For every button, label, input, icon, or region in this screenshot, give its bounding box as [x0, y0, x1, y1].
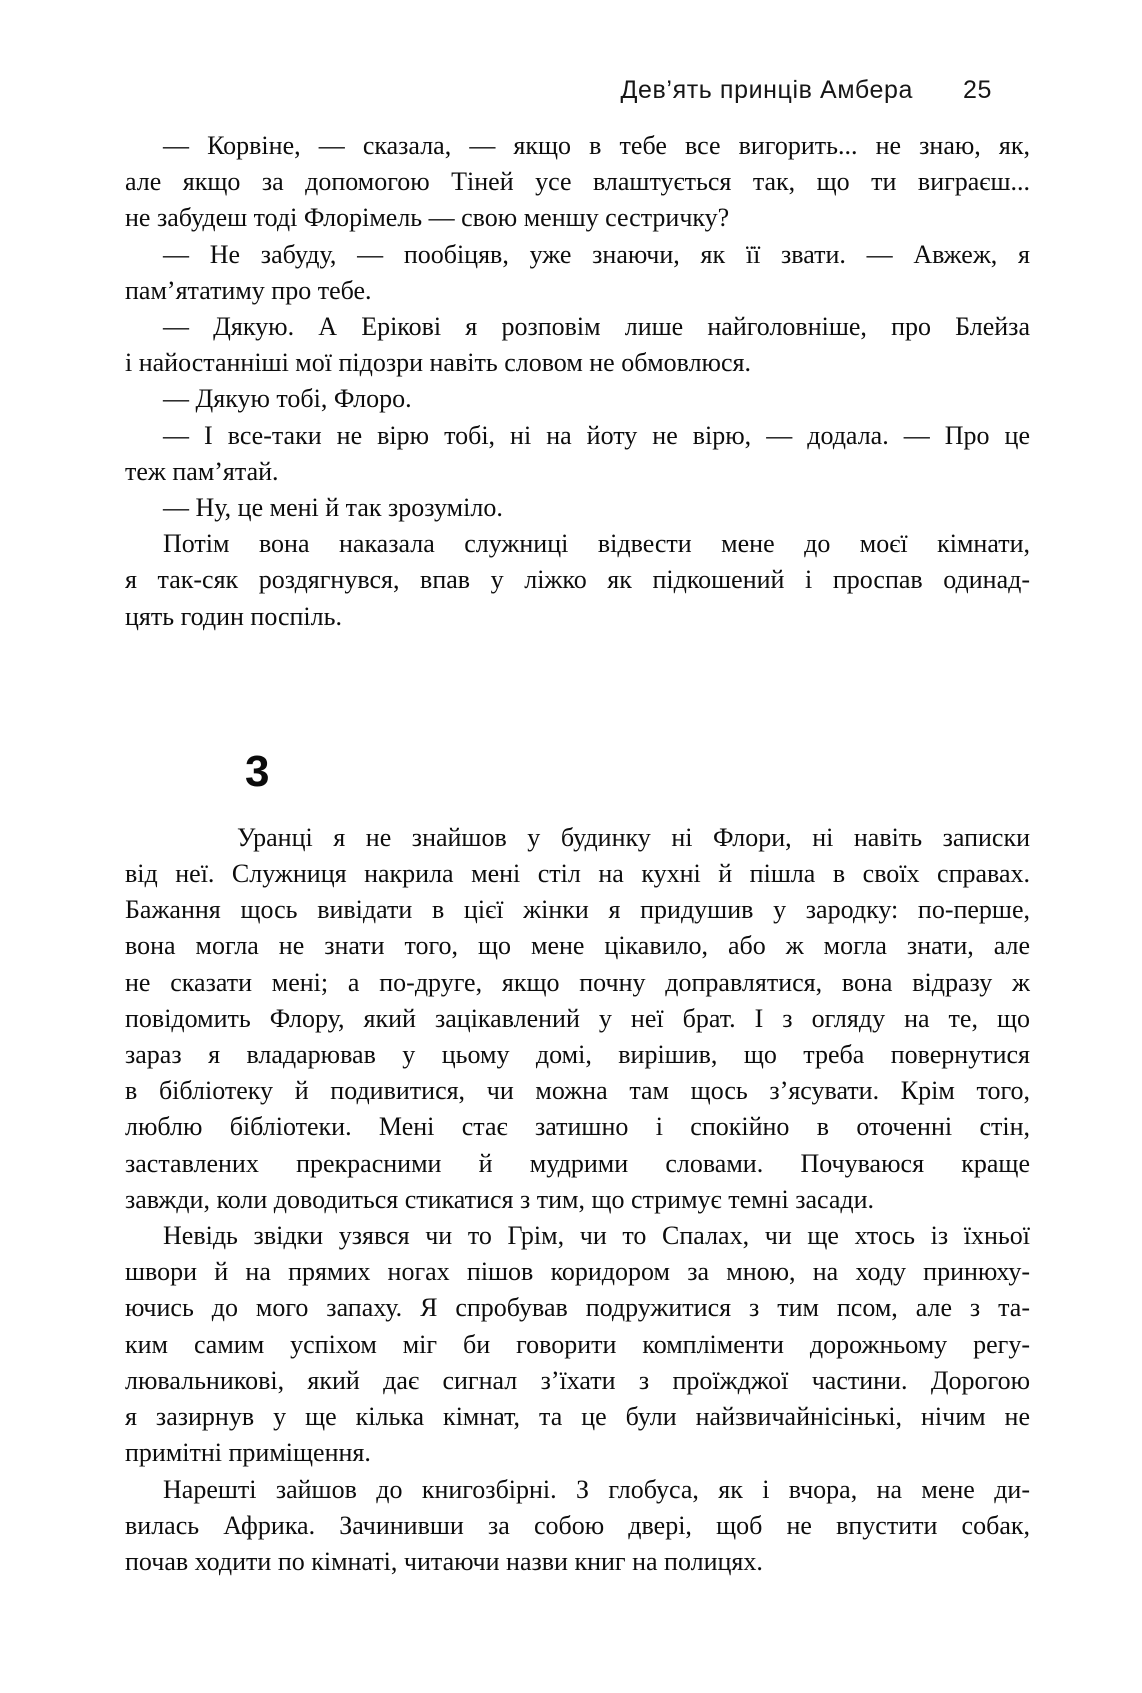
chapter-number: 3 — [245, 746, 270, 796]
text-line: не забудеш тоді Флорімель — свою меншу сестричку? — [125, 203, 730, 233]
paragraph — [125, 418, 1030, 490]
text-line: від неї. Служниця накрила мені стіл на кухні й пішла в своїх справах. — [125, 859, 1030, 889]
text-line: я зазирнув у ще кілька кімнат, та це були найзвичайнісінькі, нічим не — [125, 1402, 1030, 1432]
paragraph — [125, 526, 1030, 635]
text-line: швори й на прямих ногах пішов коридором за мною, на ходу принюху- — [125, 1257, 1030, 1287]
text-line: вона могла не знати того, що мене цікавило, або ж могла знати, але — [125, 931, 1030, 961]
paragraph — [125, 381, 1030, 417]
paragraph — [125, 1472, 1030, 1581]
text-line: Бажання щось вивідати в цієї жінки я придушив у зародку: по-перше, — [125, 895, 1030, 925]
text-line: почав ходити по кімнаті, читаючи назви книг на полицях. — [125, 1546, 763, 1576]
text-line: зараз я владарював у цьому домі, вирішив, що треба повернутися — [125, 1040, 1030, 1070]
text-line: цять годин поспіль. — [125, 601, 342, 631]
text-line: заставлених прекрасними й мудрими словами. Почуваюся краще — [125, 1148, 1030, 1178]
text-line: — Дякую. А Ерікові я розповім лише найголовніше, про Блейза — [163, 312, 1030, 342]
text-line: і найостанніші мої підозри навіть словом не обмовлюся. — [125, 348, 751, 378]
paragraph — [125, 490, 1030, 526]
text-line: — Корвіне, — сказала, — якщо в тебе все вигорить... не знаю, як, — [163, 131, 1030, 160]
paragraph — [125, 1218, 1030, 1471]
text-line: вилась Африка. Зачинивши за собою двері, щоб не впустити собак, — [125, 1510, 1030, 1540]
paragraph — [125, 820, 1030, 1218]
text-line: в бібліотеку й подивитися, чи можна там щось з’ясувати. Крім того, — [125, 1076, 1030, 1106]
running-head — [621, 76, 993, 105]
text-line: завжди, коли доводиться стикатися з тим, що стримує темні засади. — [125, 1184, 875, 1214]
text-line: не сказати мені; а по-друге, якщо почну доправлятися, вона відразу ж — [125, 967, 1030, 997]
text-line: я так-сяк роздягнувся, впав у ліжко як підкошений і проспав одинад- — [125, 565, 1030, 595]
text-line: повідомить Флору, який зацікавлений у неї брат. І з огляду на те, що — [125, 1003, 1030, 1033]
text-line: — Ну, це мені й так зрозуміло. — [163, 493, 503, 523]
text-line: — І все-таки не вірю тобі, ні на йоту не вірю, — додала. — Про це — [163, 420, 1030, 450]
text-line: лювальникові, який дає сигнал з’їхати з проїжджої частини. Дорогою — [125, 1365, 1030, 1395]
text-line: ючись до мого запаху. Я спробував подружитися з тим псом, але з та- — [125, 1293, 1030, 1323]
text-line: — Не забуду, — пообіцяв, уже знаючи, як її звати. — Авжеж, я — [163, 239, 1030, 269]
paragraph — [125, 237, 1030, 309]
text-line: ким самим успіхом міг би говорити компліменти дорожньому регу- — [125, 1329, 1030, 1359]
text-line: пам’ятатиму про тебе. — [125, 275, 372, 305]
text-line: — Дякую тобі, Флоро. — [163, 384, 412, 414]
text-line: теж пам’ятай. — [125, 456, 279, 486]
page-number: 25 — [962, 76, 992, 104]
paragraph — [125, 128, 1030, 237]
text-line: але якщо за допомогою Тіней усе влаштується так, що ти виграєш... — [125, 167, 1030, 197]
text-line: Потім вона наказала служниці відвести мене до моєї кімнати, — [163, 529, 1030, 559]
paragraph — [125, 309, 1030, 381]
page-content — [125, 128, 1030, 1580]
text-line: примітні приміщення. — [125, 1438, 371, 1468]
text-line: Нарешті зайшов до книгозбірні. З глобуса, як і вчора, на мене ди- — [163, 1474, 1030, 1504]
text-line: люблю бібліотеки. Мені стає затишно і спокійно в оточенні стін, — [125, 1112, 1030, 1142]
section-chapter-end — [125, 128, 1030, 635]
text-line: Уранці я не знайшов у будинку ні Флори, ні навіть записки — [237, 822, 1030, 852]
running-head-title: Дев’ять принців Амбера — [620, 76, 913, 104]
text-line: Невідь звідки узявся чи то Грім, чи то Спалах, чи ще хтось із їхньої — [163, 1221, 1030, 1251]
section-chapter-start — [125, 820, 1030, 1580]
